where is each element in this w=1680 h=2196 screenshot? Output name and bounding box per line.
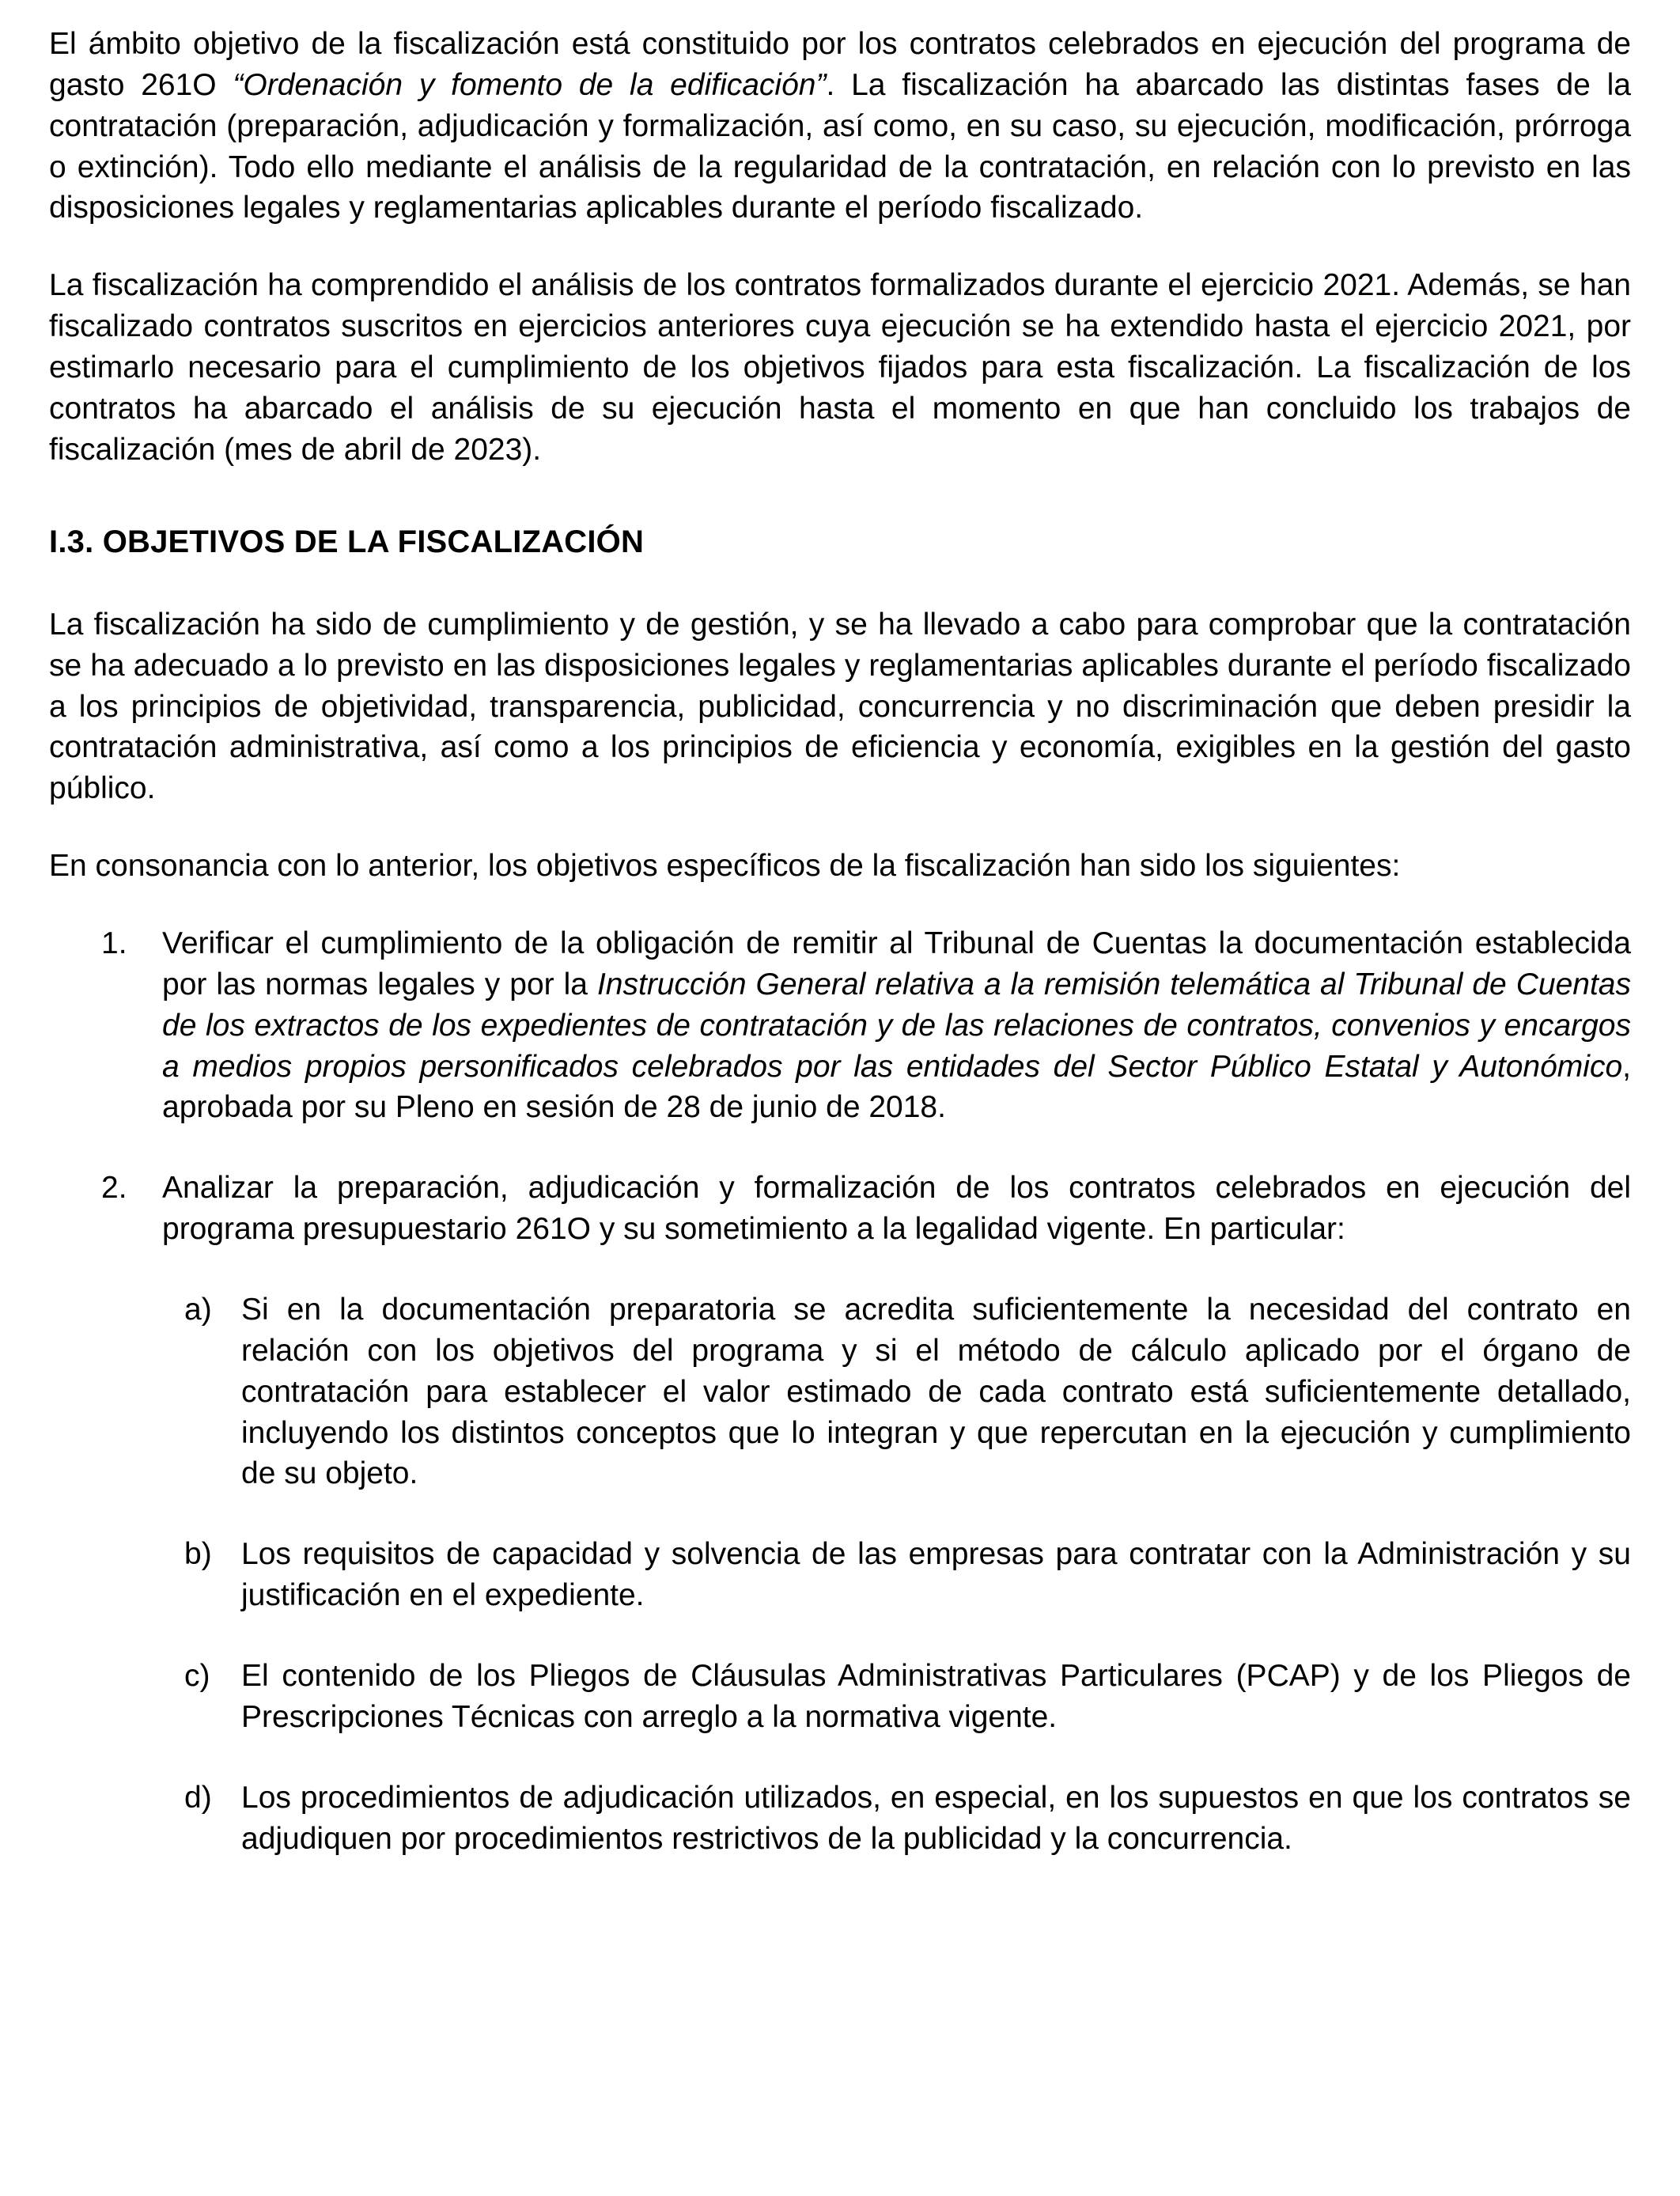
lettered-item [49, 1778, 1631, 1860]
block-text [49, 268, 1631, 466]
section-heading: I.3. OBJETIVOS DE LA FISCALIZACIÓN [49, 524, 645, 559]
paragraph [49, 604, 1631, 809]
block-text [241, 1659, 1631, 1734]
text-run: El contenido de los Pliegos de Cláusulas Administrativas Particulares (PCAP) y de los Pliegos de Prescripciones Técnicas con arreglo a la normativa vigente. [241, 1658, 1631, 1734]
block-text [162, 1171, 1631, 1246]
block-text [162, 926, 1631, 1124]
text-run: La fiscalización ha sido de cumplimiento y de gestión, y se ha llevado a cabo para comprobar que la contratación se ha adecuado a lo previsto en las disposiciones legales y reglamentarias aplicables durante el período fiscalizado a los principios de objetividad, transparencia, publicidad, concurrencia y no discriminación que deben presidir la contratación administrativa, así como a los principios de eficiencia y economía, exigibles en la gestión del gasto público. [49, 607, 1631, 806]
text-run: La fiscalización ha comprendido el análisis de los contratos formalizados durante el ejercicio 2021. Además, se han fiscalizado contratos suscritos en ejercicios anteriores cuya ejecución se ha extendido hasta el ejercicio 2021, por estimarlo necesario para el cumplimiento de los objetivos fijados para esta fiscalización. La fiscalización de los contratos ha abarcado el análisis de su ejecución hasta el momento en que han concluido los trabajos de fiscalización (mes de abril de 2023). [49, 268, 1631, 467]
text-run: En consonancia con lo anterior, los objetivos específicos de la fiscalización han sido los siguientes: [49, 849, 1401, 884]
list-marker: 2. [101, 1171, 127, 1206]
numbered-item [49, 1168, 1631, 1250]
text-run: El ámbito objetivo de la fiscalización está constituido por los contratos celebrados en ejecución del programa de gasto 261O [49, 27, 1631, 102]
block-text [241, 1293, 1631, 1490]
lettered-item [49, 1289, 1631, 1494]
block-text [241, 1537, 1631, 1612]
block-text [241, 1781, 1631, 1856]
list-marker: c) [184, 1658, 210, 1693]
text-run: Los procedimientos de adjudicación utilizados, en especial, en los supuestos en que los contratos se adjudiquen por procedimientos restrictivos de la publicidad y la concurrencia. [241, 1780, 1631, 1856]
list-marker: d) [184, 1780, 212, 1815]
list-marker: a) [184, 1292, 212, 1327]
text-run: . La fiscalización ha abarcado las distintas fases de la contratación (preparación, adjudicación y formalización, así como, en su caso, su ejecución, modificación, prórroga o extinción). Todo ello mediante el análisis de la regularidad de la contratación, en relación con lo previsto en las disposiciones legales y reglamentarias aplicables durante el período fiscalizado. [49, 67, 1631, 225]
text-run-italic: “Ordenación y fomento de la edificación” [233, 67, 827, 102]
text-run: Verificar el cumplimiento de la obligación de remitir al Tribunal de Cuentas la documentación establecida por las normas legales y por la [162, 926, 1631, 1001]
text-run: Si en la documentación preparatoria se acredita suficientemente la necesidad del contrato en relación con los objetivos del programa y si el método de cálculo aplicado por el órgano de contratación para establecer el valor estimado de cada contrato está suficientemente detallado, incluyendo los distintos conceptos que lo integran y que repercutan en la ejecución y cumplimiento de su objeto. [241, 1292, 1631, 1491]
numbered-item [49, 923, 1631, 1128]
block-text [49, 27, 1631, 225]
text-run: Los requisitos de capacidad y solvencia de las empresas para contratar con la Administración y su justificación en el expediente. [241, 1537, 1631, 1613]
lettered-item [49, 1534, 1631, 1616]
lettered-item [49, 1656, 1631, 1738]
list-marker: b) [184, 1537, 212, 1572]
text-run: Analizar la preparación, adjudicación y formalización de los contratos celebrados en ejecución del programa presupuestario 261O y su sometimiento a la legalidad vigente. En particular: [162, 1171, 1631, 1247]
paragraph [49, 265, 1631, 470]
text-run-italic: Instrucción General relativa a la remisión telemática al Tribunal de Cuentas de los extractos de los expedientes de contratación y de las relaciones de contratos, convenios y encargos a medios propios personificados celebrados por las entidades del Sector Público Estatal y Autonómico [162, 967, 1631, 1084]
document-content [49, 24, 1631, 1859]
paragraph [49, 846, 1631, 887]
paragraph [49, 24, 1631, 229]
text-run: , aprobada por su Pleno en sesión de 28 de junio de 2018. [162, 1049, 1631, 1125]
block-text [49, 849, 1400, 883]
block-text [49, 608, 1631, 805]
list-marker: 1. [101, 926, 127, 960]
